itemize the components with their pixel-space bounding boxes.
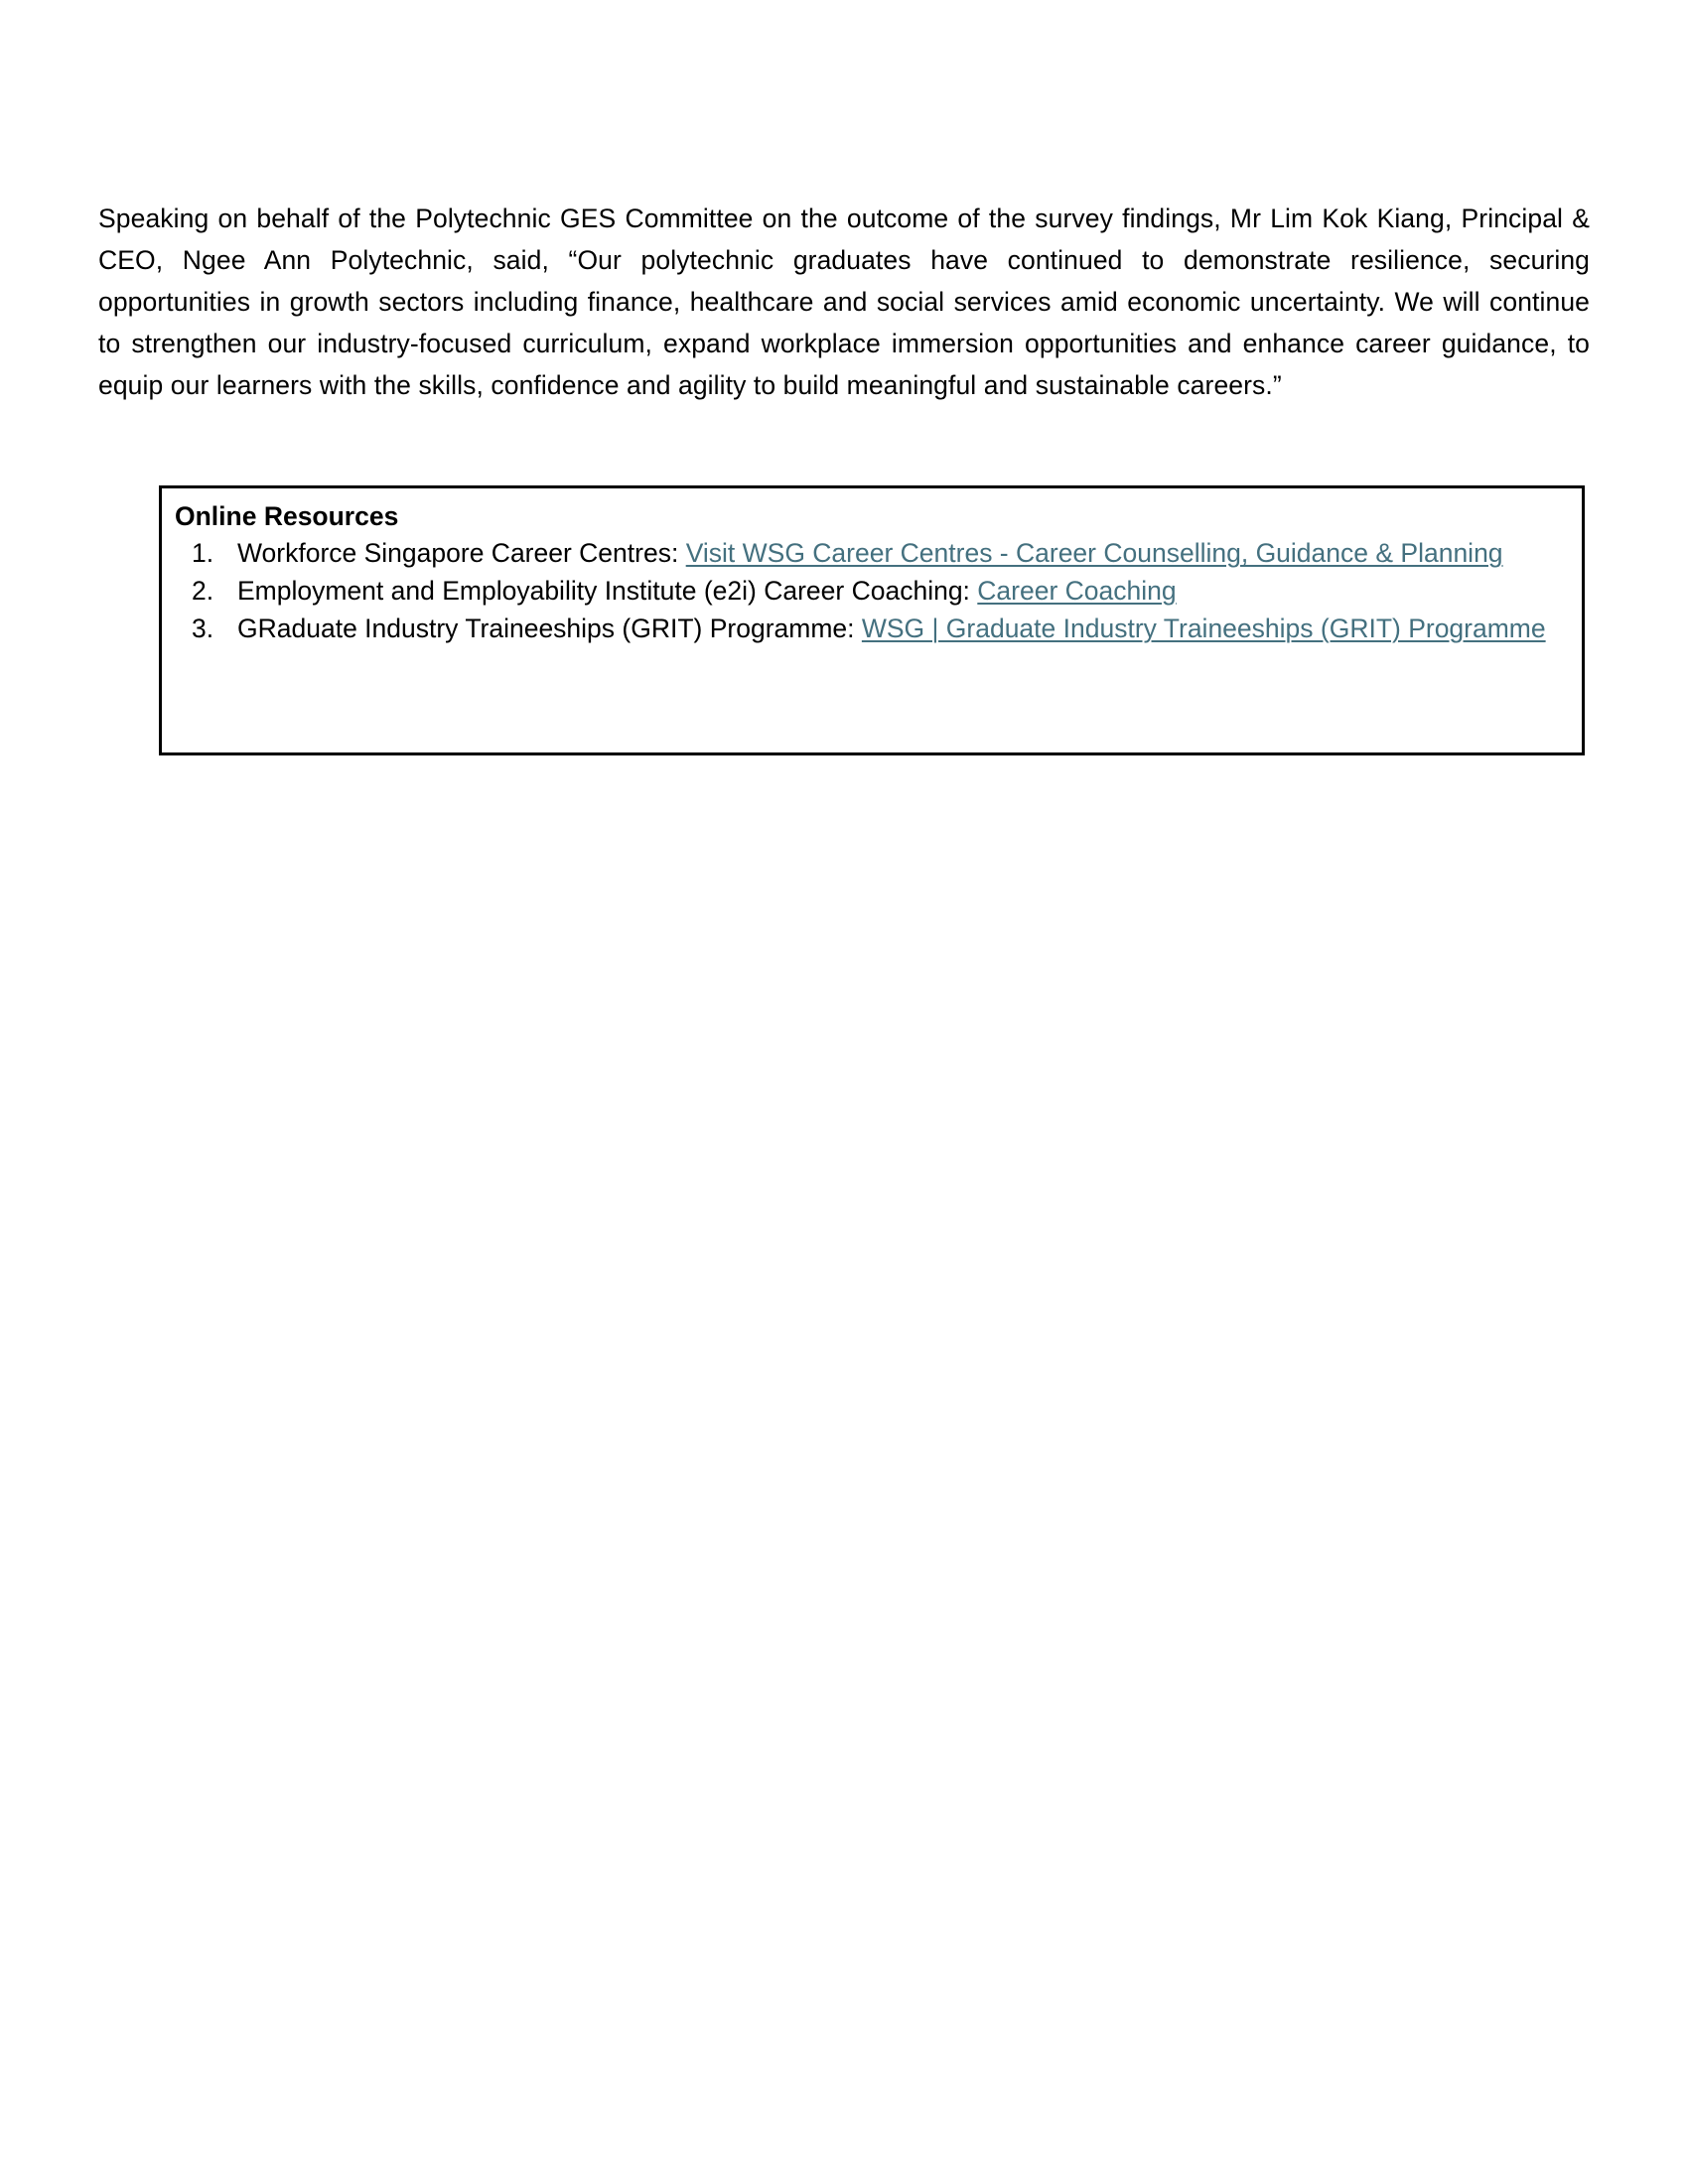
list-item-label: GRaduate Industry Traineeships (GRIT) Programme: — [237, 614, 862, 643]
list-item-label: Workforce Singapore Career Centres: — [237, 538, 686, 568]
list-item-number: 3. — [192, 614, 214, 643]
resource-link-wsg-career-centres[interactable]: Visit WSG Career Centres - Career Counselling, Guidance & Planning — [685, 538, 1503, 568]
list-item-number: 2. — [192, 576, 214, 606]
list-item — [175, 573, 1565, 610]
list-item — [175, 611, 1565, 647]
resource-link-grit-programme[interactable]: WSG | Graduate Industry Traineeships (GRIT) Programme — [861, 614, 1546, 643]
online-resources-list — [175, 535, 1565, 648]
online-resources-box — [159, 485, 1585, 755]
quote-paragraph: Speaking on behalf of the Polytechnic GES Committee on the outcome of the survey findings, Mr Lim Kok Kiang, Principal & CEO, Ngee Ann Polytechnic, said, “Our polytechnic graduates have continued to demonstrate resilience, securing opportunities in growth sectors including finance, healthcare and social services amid economic uncertainty. We will continue to strengthen our industry-focused curriculum, expand workplace immersion opportunities and enhance career guidance, to equip our learners with the skills, confidence and agility to build meaningful and sustainable careers.” — [98, 203, 1590, 400]
resource-link-career-coaching[interactable]: Career Coaching — [977, 576, 1177, 606]
list-item-label: Employment and Employability Institute (e2i) Career Coaching: — [237, 576, 978, 606]
list-item — [175, 535, 1565, 572]
online-resources-heading: Online Resources — [175, 501, 399, 531]
list-item-number: 1. — [192, 538, 214, 568]
